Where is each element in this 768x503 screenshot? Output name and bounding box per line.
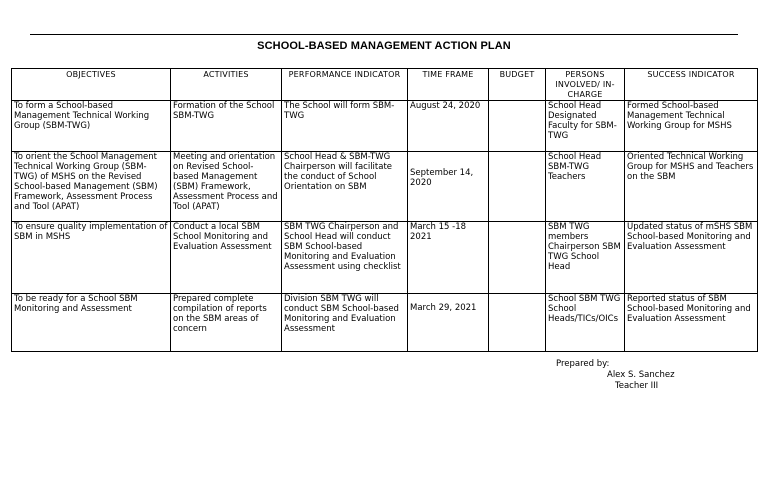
table-row <box>12 101 758 152</box>
success-cell: Reported status of SBM School-based Monitoring and Evaluation Assessment <box>625 294 758 352</box>
budget-cell <box>489 294 546 352</box>
success-cell: Updated status of mSHS SBM School-based Monitoring and Evaluation Assessment <box>625 222 758 294</box>
title-rule <box>30 34 738 35</box>
header-performance-indicator: PERFORMANCE INDICATOR <box>282 69 408 101</box>
header-objectives: OBJECTIVES <box>12 69 171 101</box>
table-header-row <box>12 69 758 101</box>
document-title: SCHOOL-BASED MANAGEMENT ACTION PLAN <box>257 40 511 52</box>
header-activities: ACTIVITIES <box>171 69 282 101</box>
table-row <box>12 152 758 222</box>
activity-cell: Meeting and orientation on Revised School-based Management (SBM) Framework, Assessment Process and Tool (APAT) <box>171 152 282 222</box>
persons-cell: SBM TWG members Chairperson SBM TWG School Head <box>546 222 625 294</box>
time-frame-cell: March 29, 2021 <box>408 294 489 352</box>
budget-cell <box>489 222 546 294</box>
persons-cell: School SBM TWG School Heads/TICs/OICs <box>546 294 625 352</box>
budget-cell <box>489 152 546 222</box>
objective-cell: To form a School-based Management Technical Working Group (SBM-TWG) <box>12 101 171 152</box>
activity-cell: Prepared complete compilation of reports on the SBM areas of concern <box>171 294 282 352</box>
objective-cell: To ensure quality implementation of SBM in MSHS <box>12 222 171 294</box>
action-plan-table <box>11 68 758 352</box>
indicator-cell: School Head & SBM-TWG Chairperson will facilitate the conduct of School Orientation on SBM <box>282 152 408 222</box>
preparer-position: Teacher III <box>615 381 659 391</box>
persons-cell: School Head SBM-TWG Teachers <box>546 152 625 222</box>
time-frame-cell: September 14, 2020 <box>408 152 489 222</box>
header-budget: BUDGET <box>489 69 546 101</box>
prepared-by-label: Prepared by: <box>556 359 610 369</box>
time-frame-cell: August 24, 2020 <box>408 101 489 152</box>
objective-cell: To be ready for a School SBM Monitoring and Assessment <box>12 294 171 352</box>
header-time-frame: TIME FRAME <box>408 69 489 101</box>
budget-cell <box>489 101 546 152</box>
indicator-cell: The School will form SBM-TWG <box>282 101 408 152</box>
activity-cell: Formation of the School SBM-TWG <box>171 101 282 152</box>
success-cell: Oriented Technical Working Group for MSHS and Teachers on the SBM <box>625 152 758 222</box>
time-frame-cell: March 15 -18 2021 <box>408 222 489 294</box>
table-row <box>12 294 758 352</box>
indicator-cell: SBM TWG Chairperson and School Head will conduct SBM School-based Monitoring and Evaluation Assessment using checklist <box>282 222 408 294</box>
header-success-indicator: SUCCESS INDICATOR <box>625 69 758 101</box>
success-cell: Formed School-based Management Technical Working Group for MSHS <box>625 101 758 152</box>
table-row <box>12 222 758 294</box>
preparer-name: Alex S. Sanchez <box>607 370 675 380</box>
persons-cell: School Head Designated Faculty for SBM-TWG <box>546 101 625 152</box>
indicator-cell: Division SBM TWG will conduct SBM School-based Monitoring and Evaluation Assessment <box>282 294 408 352</box>
header-persons: PERSONS INVOLVED/ IN-CHARGE <box>546 69 625 101</box>
objective-cell: To orient the School Management Technical Working Group (SBM-TWG) of MSHS on the Revised School-based Management (SBM) Framework, Assessment Process and Tool (APAT) <box>12 152 171 222</box>
activity-cell: Conduct a local SBM School Monitoring and Evaluation Assessment <box>171 222 282 294</box>
